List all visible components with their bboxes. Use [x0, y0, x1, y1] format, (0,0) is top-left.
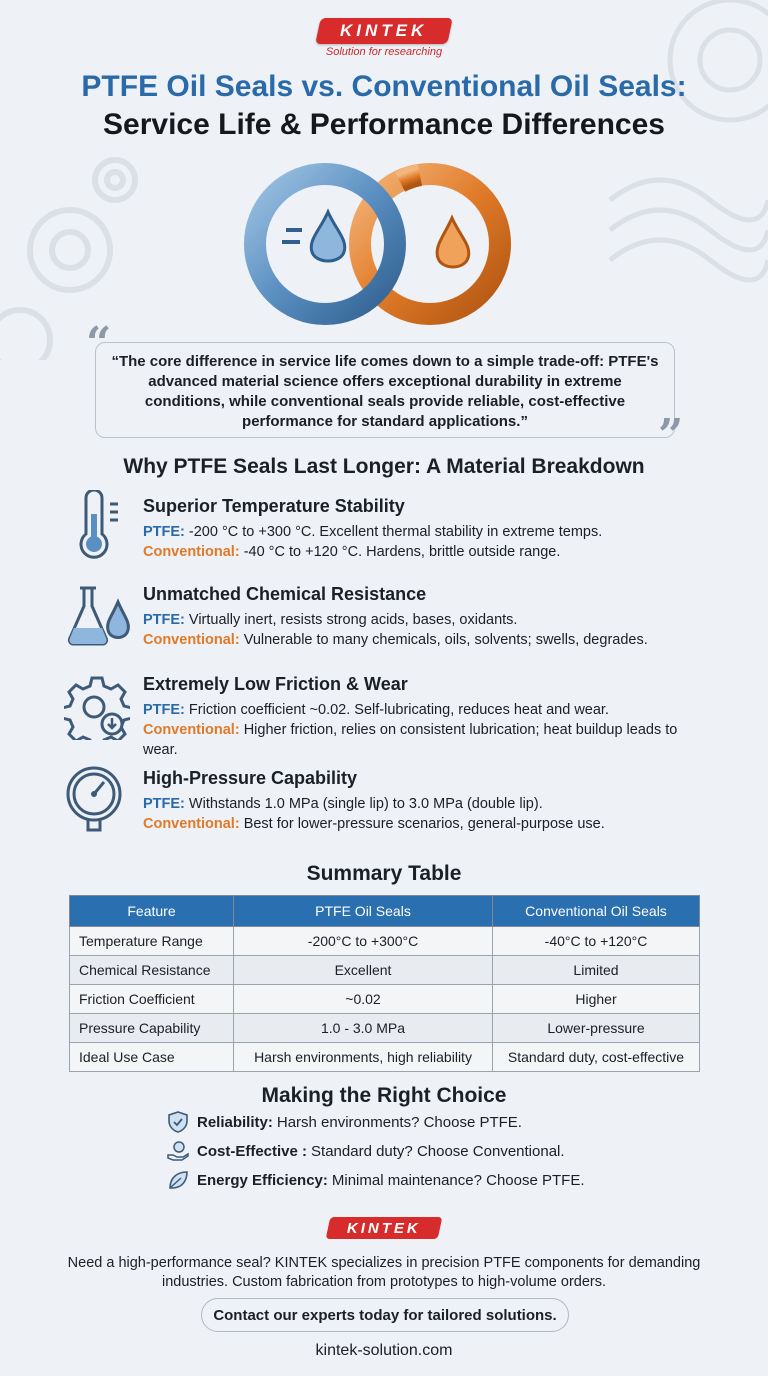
table-cell: -40°C to +120°C [493, 927, 700, 956]
table-cell: Temperature Range [70, 927, 234, 956]
page-subtitle: Service Life & Performance Differences [103, 108, 665, 141]
table-row [70, 956, 700, 985]
gear-wear-icon [64, 674, 130, 740]
feature-conventional-pressure: Conventional: Best for lower-pressure scenarios, general-purpose use. [143, 816, 605, 832]
feature-title-temperature: Superior Temperature Stability [143, 496, 405, 516]
footer-description: Need a high-performance seal? KINTEK specializes in precision PTFE components for demanding industries. Custom fabrication from prototypes to high-volume orders. [67, 1255, 701, 1290]
interlocking-seals-illustration [220, 160, 550, 335]
feature-conventional-chemical: Conventional: Vulnerable to many chemicals, oils, solvents; swells, degrades. [143, 632, 648, 648]
feature-title-friction: Extremely Low Friction & Wear [143, 674, 408, 694]
table-cell: Limited [493, 956, 700, 985]
feature-ptfe-chemical: PTFE: Virtually inert, resists strong acids, bases, oxidants. [143, 612, 518, 628]
table-cell: ~0.02 [234, 985, 493, 1014]
choice-heading: Making the Right Choice [261, 1084, 507, 1107]
feature-conventional-friction: Conventional: Higher friction, relies on consistent lubrication; heat buildup leads to wear. [143, 722, 678, 758]
breakdown-heading: Why PTFE Seals Last Longer: A Material Breakdown [123, 455, 645, 478]
table-cell: Friction Coefficient [70, 985, 234, 1014]
feature-title-chemical: Unmatched Chemical Resistance [143, 584, 427, 604]
background-gears-decoration-right [600, 0, 768, 330]
hand-coin-icon [166, 1140, 190, 1162]
table-row [70, 1043, 700, 1072]
table-row [70, 927, 700, 956]
table-cell: Lower-pressure [493, 1014, 700, 1043]
page-title: PTFE Oil Seals vs. Conventional Oil Seals: [81, 70, 687, 103]
table-row [70, 1014, 700, 1043]
choice-item-energy-efficiency: Energy Efficiency: Minimal maintenance? Choose PTFE. [166, 1169, 585, 1191]
feature-title-pressure: High-Pressure Capability [143, 768, 358, 788]
oil-drop-blue-icon [282, 212, 345, 261]
feature-ptfe-pressure: PTFE: Withstands 1.0 MPa (single lip) to 3.0 MPa (double lip). [143, 796, 543, 812]
table-cell: Higher [493, 985, 700, 1014]
table-cell: Ideal Use Case [70, 1043, 234, 1072]
shield-check-icon [166, 1111, 190, 1133]
feature-ptfe-temperature: PTFE: -200 °C to +300 °C. Excellent thermal stability in extreme temps. [143, 524, 603, 540]
table-cell: Excellent [234, 956, 493, 985]
table-header-row [70, 896, 700, 927]
feature-ptfe-friction: PTFE: Friction coefficient ~0.02. Self-lubricating, reduces heat and wear. [143, 702, 609, 718]
core-difference-quote: “The core difference in service life comes down to a simple trade-off: PTFE's advanced material science offers exceptional durability in extreme conditions, while conventional seals provide reliable, cost-effective performance for standard applications.” [111, 353, 659, 430]
table-row [70, 985, 700, 1014]
column-header: PTFE Oil Seals [234, 896, 493, 927]
table-cell: Chemical Resistance [70, 956, 234, 985]
thermometer-icon [64, 490, 124, 560]
feature-conventional-temperature: Conventional: -40 °C to +120 °C. Hardens, brittle outside range. [143, 544, 561, 560]
kintek-logo: KINTEK [315, 18, 453, 44]
contact-experts-button[interactable]: Contact our experts today for tailored solutions. [201, 1298, 569, 1332]
pressure-gauge-icon [64, 764, 126, 836]
flask-drop-icon [64, 582, 134, 648]
footer-kintek-logo: KINTEK [326, 1217, 443, 1239]
leaf-icon [166, 1169, 190, 1191]
table-cell: Harsh environments, high reliability [234, 1043, 493, 1072]
summary-table [69, 895, 700, 1072]
website-link[interactable]: kintek-solution.com [315, 1342, 453, 1359]
choice-item-cost-effective: Cost-Effective : Standard duty? Choose Conventional. [166, 1140, 565, 1162]
close-quote-icon: ” [658, 410, 684, 461]
open-quote-icon: “ [86, 318, 112, 369]
column-header: Conventional Oil Seals [493, 896, 700, 927]
summary-heading: Summary Table [306, 862, 462, 885]
table-cell: Standard duty, cost-effective [493, 1043, 700, 1072]
logo-tagline: Solution for researching [325, 46, 443, 58]
choice-item-reliability: Reliability: Harsh environments? Choose PTFE. [166, 1111, 522, 1133]
oil-drop-orange-icon [437, 218, 469, 267]
table-cell: -200°C to +300°C [234, 927, 493, 956]
table-cell: 1.0 - 3.0 MPa [234, 1014, 493, 1043]
column-header: Feature [70, 896, 234, 927]
table-cell: Pressure Capability [70, 1014, 234, 1043]
